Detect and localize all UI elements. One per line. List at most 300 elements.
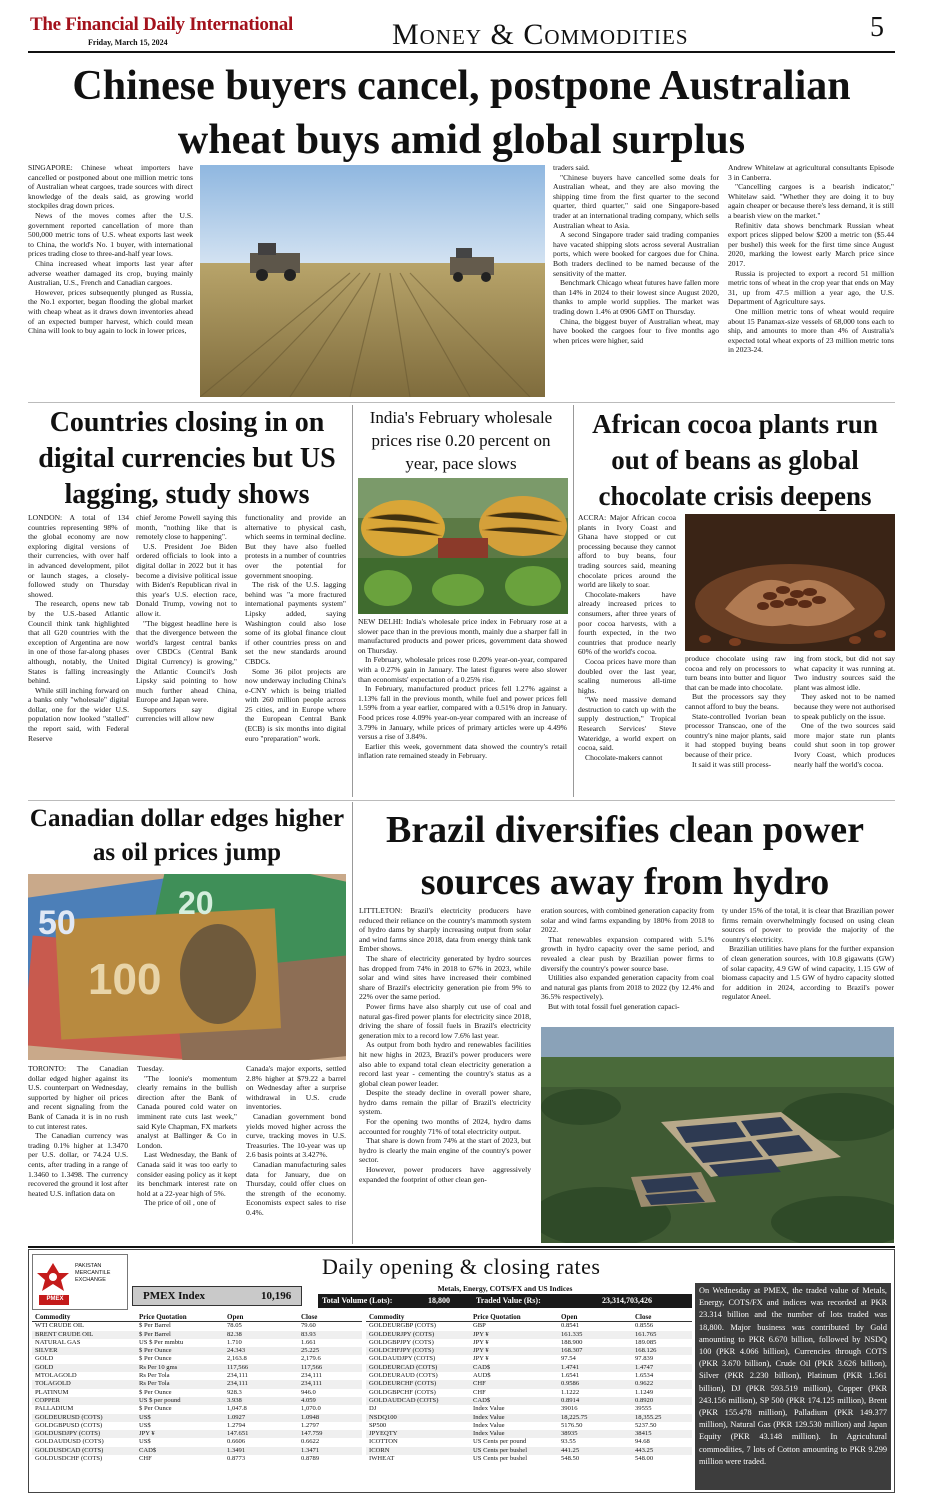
- pmex-logo-text: PAKISTAN MERCANTILE EXCHANGE: [75, 1263, 111, 1283]
- story6-column-3: [722, 906, 894, 1024]
- rates-row: [366, 1422, 692, 1430]
- newspaper-name: The Financial Daily International: [30, 14, 293, 35]
- story1-paragraph: Andrew Whitelaw at agricultural consultants Episode 3 in Canberra.: [728, 163, 894, 182]
- commodity-cell: GOLDUSDJPY (COTS): [32, 1430, 136, 1438]
- pmex-index-value: 10,196: [261, 1290, 292, 1302]
- column-divider: [352, 405, 353, 797]
- close-cell: 39555: [635, 1405, 652, 1413]
- story6-paragraph: ty under 15% of the total, it is clear that Brazilian power firms remain overwhelmingly focused on using clean sources of power to provide the majority of the country's electricity.: [722, 906, 894, 944]
- quotation-cell: JPY ¥: [470, 1331, 558, 1339]
- story2-column-1: [28, 513, 129, 795]
- quotation-cell: US $ Per mmbtu: [139, 1338, 184, 1346]
- open-cell: 82.38: [224, 1331, 298, 1339]
- story4-paragraph: They asked not to be named because they were not authorised to speak publicly on the issue.: [794, 692, 895, 721]
- open-cell: 0.8773: [227, 1455, 246, 1463]
- quotation-cell: JPY ¥: [473, 1338, 489, 1346]
- story1-headline-1: Chinese buyers cancel, postpone Australian: [72, 63, 851, 109]
- story3-paragraph: Earlier this week, government data showed the country's retail inflation rate remained steady in February.: [358, 741, 567, 761]
- story1-column-1: [28, 163, 193, 399]
- story4-column-1: [578, 513, 676, 797]
- commodity-cell: ICORN: [366, 1447, 470, 1455]
- commodity-cell: GOLDGBPUSD (COTS): [35, 1421, 103, 1429]
- quotation-cell: CHF: [473, 1388, 486, 1396]
- commodity-cell: COPPER: [32, 1397, 136, 1405]
- story5-paragraph: "The loonie's momentum clearly remains in the bullish direction after the Bank of Canada poured cold water on imminent rate cuts last week," said Kyle Chapman, FX markets analyst at Ballinger & Co in London.: [137, 1073, 237, 1150]
- story6-paragraph: Power firms have also sharply cut use of coal and natural gas-fired power plants for electricity since 2018, driving the share of fossil fuels in Brazil's electricity generation mix to a record low 7.6% last year.: [359, 1001, 531, 1040]
- commodity-cell: TOLAGOLD: [32, 1380, 136, 1388]
- rates-row: [32, 1455, 362, 1463]
- close-cell: 0.6622: [301, 1438, 320, 1446]
- story5-paragraph: The price of oil , one of: [144, 1198, 216, 1208]
- rates-row: [32, 1364, 362, 1372]
- volume-bar: [318, 1294, 692, 1308]
- open-cell: 0.8541: [561, 1322, 580, 1330]
- commodity-cell: GOLDEURUSD (COTS): [32, 1414, 136, 1422]
- story6-paragraph: But with total fossil fuel generation capaci-: [548, 1001, 680, 1011]
- masthead-rule: [28, 51, 895, 53]
- open-cell: 234,111: [227, 1372, 248, 1380]
- story2-column-2: [136, 513, 237, 795]
- quotation-cell: Index Value: [470, 1430, 558, 1438]
- story5-paragraph: Canada's major exports, settled 2.8% higher at $79.22 a barrel on Wednesday after a surprise withdrawal in U.S. crude inventories.: [246, 1064, 346, 1112]
- pmex-logo-abbr: PMEX: [46, 1296, 64, 1302]
- close-cell: 97.839: [635, 1355, 654, 1363]
- rates-row: [32, 1397, 362, 1405]
- quotation-cell: $ Per Ounce: [139, 1388, 172, 1396]
- column-divider: [573, 405, 574, 797]
- story4-column-3: [794, 654, 895, 797]
- page-number: 5: [870, 12, 884, 43]
- commodity-cell: NSDQ100: [366, 1414, 470, 1422]
- rates-row: [366, 1372, 692, 1380]
- open-cell: 161.335: [558, 1331, 632, 1339]
- story1-paragraph: China increased wheat imports last year after adverse weather damaged its crop, buying mainly Australian, U.S., French and Canadian cargoes.: [28, 258, 193, 288]
- rates-row: [32, 1414, 362, 1422]
- volume-label: Total Volume (Lots):: [322, 1296, 393, 1305]
- quotation-cell: CAD$: [470, 1364, 558, 1372]
- story1-paragraph: China, the biggest buyer of Australian wheat, may have booked the cargoes four to five months ago when prices were higher, said: [553, 316, 719, 345]
- col-header-quotation: Price Quotation: [136, 1313, 224, 1322]
- open-cell: 1.1222: [561, 1388, 580, 1396]
- close-cell: 189.085: [635, 1338, 657, 1346]
- quotation-cell: Index Value: [470, 1414, 558, 1422]
- open-cell: 234,111: [224, 1380, 298, 1388]
- story6-column-2: [541, 906, 714, 1024]
- story6-paragraph: However, power producers have aggressively expanded the footprint of other clean gen-: [359, 1165, 531, 1184]
- close-cell: 147.759: [298, 1430, 362, 1438]
- rates-row: [366, 1405, 692, 1413]
- story6-paragraph: That renewables expansion compared with 5.1% growth in hydro capacity over the same period, and revealed a clear push by Brazilian power firms to diversify the country's power source base.: [541, 934, 714, 973]
- story6-paragraph: eration sources, with combined generation capacity from solar and wind farms expanding by 180% from 2018 to 2022.: [541, 906, 714, 935]
- story1-column-3: [553, 163, 719, 399]
- open-cell: 1,047.8: [227, 1405, 247, 1413]
- story1-paragraph: Russia is projected to export a record 51 million metric tons of wheat in the crop year that ends on May 31, up from 47.5 million a year ago, the U.S. Department of Agriculture says.: [728, 268, 894, 307]
- rates-row: [366, 1414, 692, 1422]
- quotation-cell: Rs Per Tola: [139, 1372, 170, 1380]
- quotation-cell: JPY ¥: [470, 1347, 558, 1355]
- divider: [28, 402, 895, 403]
- story6-paragraph: For the opening two months of 2024, hydro dams accounted for roughly 71% of total electricity output.: [359, 1117, 531, 1136]
- commodity-cell: GOLDCHFJPY (COTS): [366, 1347, 470, 1355]
- rates-row: [32, 1405, 362, 1413]
- story6-paragraph: As output from both hydro and renewables facilities hit new highs in 2023, Brazil's power producers were also able to expand total clean electricity generation a record last year - cementing the country's status as a global clean power leader.: [359, 1040, 531, 1088]
- open-cell: 1.4741: [558, 1364, 632, 1372]
- quotation-cell: GBP: [473, 1322, 486, 1330]
- close-cell: 548.00: [635, 1455, 654, 1463]
- story6-paragraph: That share is down from 74% at the start of 2023, but hydro is clearly the main engine of the country's power sector.: [359, 1136, 531, 1165]
- commodity-cell: JPYEQTY: [366, 1430, 470, 1438]
- story4-paragraph: produce chocolate using raw cocoa and rely on processors to turn beans into butter and liquor that can be made into chocolate.: [685, 654, 786, 692]
- close-cell: 0.9622: [632, 1380, 692, 1388]
- quotation-cell: AUD$: [473, 1372, 491, 1380]
- quotation-cell: Index Value: [473, 1405, 505, 1413]
- rates-row: [366, 1355, 692, 1363]
- story2-paragraph: Some 36 pilot projects are now underway including China's e-CNY which is being trialled with 260 million people across 25 cities, and in Europe where the European Central Bank (ECB) is six months into digital euro "preparation" work.: [245, 666, 346, 743]
- close-cell: 38415: [632, 1430, 692, 1438]
- story5-paragraph: Last Wednesday, the Bank of Canada said it was too early to consider easing policy as it kept its benchmark interest rate on hold at a 22-year high of 5%.: [137, 1150, 237, 1198]
- col-header-close: Close: [632, 1313, 692, 1322]
- open-cell: 928.3: [227, 1388, 242, 1396]
- story1-paragraph: However, prices subsequently plunged as Russia, the No.1 exporter, began flooding the global market with cheap wheat as it draws down inventories ahead of an expected bumper harvest, which could mean China will look to buy again to lock in lower prices,: [28, 287, 193, 336]
- section-title: Money & Commodities: [392, 18, 689, 51]
- open-cell: 168.307: [558, 1347, 632, 1355]
- open-cell: 5176.50: [561, 1421, 583, 1429]
- story1-paragraph: Benchmark Chicago wheat futures have fallen more than 14% in 2024 to their lowest since August 2020, thanks to ample world supplies. The market was trading down 1.4% at 0906 GMT on Thursday.: [553, 278, 719, 316]
- close-cell: 1,070.0: [301, 1405, 321, 1413]
- close-cell: 1.4747: [632, 1364, 692, 1372]
- story1-paragraph: Refinitiv data shows benchmark Russian wheat export prices slipped below $200 a metric ton ($5.44 per bushel) this week for the first time since August 2020, marking the lowest early March price since 2017.: [728, 220, 894, 268]
- open-cell: 93.55: [561, 1438, 576, 1446]
- story2-paragraph: The risk of the U.S. lagging behind was "a more fractured international payments system" Lipsky added, saying Washington could also lose some of its global finance clout if other countries press on and set the new standards around CBDCs.: [245, 580, 346, 666]
- col-header-commodity: Commodity: [32, 1313, 136, 1322]
- story4-paragraph: It said it was still process-: [692, 759, 772, 769]
- issue-date: Friday, March 15, 2024: [88, 38, 168, 47]
- open-cell: 1.0927: [224, 1414, 298, 1422]
- rates-row: [366, 1322, 692, 1331]
- close-cell: 234,111: [298, 1380, 362, 1388]
- quotation-cell: US Cents per bushel: [470, 1447, 558, 1455]
- col-header-open: Open: [558, 1313, 632, 1322]
- open-cell: 97.54: [561, 1355, 576, 1363]
- commodity-cell: WTI CRUDE OIL: [35, 1322, 85, 1330]
- commodity-cell: DJ: [369, 1405, 377, 1413]
- rates-row: [32, 1347, 362, 1355]
- quotation-cell: JPY ¥: [473, 1355, 489, 1363]
- story2-paragraph: The research, opens new tab by the U.S.-based Atlantic Council think tank highlighted that all G20 countries with the exception of Argentina are now in one of those far-along phases although, notably, the United States is falling increasingly behind.: [28, 599, 129, 686]
- rates-row: [32, 1422, 362, 1430]
- commodity-cell: GOLDUSDCHF (COTS): [35, 1455, 103, 1463]
- rates-row: [32, 1372, 362, 1380]
- rates-row: [366, 1347, 692, 1355]
- cocoa-beans-photo: [685, 514, 895, 651]
- story6-paragraph: Despite the steady decline in overall power share, hydro dams remain the pillar of Brazil's electricity system.: [359, 1088, 531, 1117]
- rates-row: [366, 1455, 692, 1463]
- open-cell: 0.8914: [558, 1397, 632, 1405]
- commodity-cell: MTOLAGOLD: [35, 1372, 77, 1380]
- story3-paragraph: In February, wholesale prices rose 0.20% year-on-year, compared with a 0.27% gain in January. The latest figures were also slower than economists' expectation of a 0.25% rise.: [358, 655, 567, 684]
- story5-column-1: [28, 1064, 128, 1242]
- divider: [28, 800, 895, 801]
- open-cell: 188.900: [561, 1338, 583, 1346]
- close-cell: 443.25: [632, 1447, 692, 1455]
- commodity-cell: ICOTTON: [369, 1438, 398, 1446]
- commodity-cell: SILVER: [32, 1347, 136, 1355]
- quotation-cell: US Cents per pound: [473, 1438, 527, 1446]
- quotation-cell: CHF: [470, 1380, 558, 1388]
- section-rule: [28, 1246, 895, 1248]
- story5-paragraph: Canadian government bond yields moved higher across the curve, tracking moves in U.S. Treasuries. The 10-year was up 2.6 basis points at 3.427%.: [246, 1111, 346, 1160]
- open-cell: 117,566: [224, 1364, 298, 1372]
- rates-row: [366, 1389, 692, 1397]
- quotation-cell: $ Per Ounce: [139, 1405, 172, 1413]
- pmex-logo: [32, 1254, 128, 1310]
- rates-title: Daily opening & closing rates: [322, 1254, 601, 1279]
- trading-summary: On Wednesday at PMEX, the traded value of Metals, Energy, COTS/FX and indices was recorded at PKR 23.314 billion and the number of lots traded was 18,800. Major business was contributed by Gold amounting to PKR 6.670 billion, followed by NSDQ 100 (PKR 4.066 billion), Currencies through COTS (PKR 3.670 billion), Crude Oil (PKR 3.626 billion), Silver (PKR 2.230 billion), Platinum (PKR 1.561 billion), DJ (PKR 593.519 million), Copper (PKR 243.156 million), SP 500 (PKR 174.125 million), Brent (PKR 155.478 million), Palladium (PKR 149.377 million), Natural Gas (PKR 129.530 million) and Japan Equity (PKR 43.148 million). In Agricultural commodities, 7 lots of Cotton amounting to PKR 9.299 million were traded.: [699, 1286, 887, 1466]
- volume-value: 18,800: [428, 1296, 450, 1305]
- story6-headline-2: sources away from hydro: [420, 861, 830, 903]
- col-header-close: Close: [298, 1313, 362, 1322]
- open-cell: 1.3491: [224, 1447, 298, 1455]
- open-cell: 2,163.8: [227, 1355, 247, 1363]
- close-cell: 1.1249: [635, 1388, 654, 1396]
- close-cell: 234,111: [301, 1372, 322, 1380]
- quotation-cell: Rs Per 10 gms: [136, 1364, 224, 1372]
- close-cell: 0.8789: [301, 1455, 320, 1463]
- svg-text:20: 20: [178, 885, 214, 921]
- close-cell: 1.661: [301, 1338, 316, 1346]
- story4-paragraph: "We need massive demand destruction to catch up with the supply destruction," Tropical Research Services' Steve Wateridge, a world expert on cocoa, said.: [578, 695, 676, 753]
- story2-column-3: [245, 513, 346, 795]
- close-cell: 79.60: [301, 1322, 316, 1330]
- open-cell: 39016: [561, 1405, 578, 1413]
- story4-paragraph: But the processors say they cannot afford to buy the beans.: [685, 692, 786, 711]
- story6-headline-1: Brazil diversifies clean power: [385, 809, 865, 851]
- close-cell: 1.3471: [298, 1447, 362, 1455]
- open-cell: 1.710: [227, 1338, 242, 1346]
- story2-paragraph: chief Jerome Powell saying this month, "nothing like that is remotely close to happening".: [136, 513, 237, 542]
- rates-row: [32, 1389, 362, 1397]
- close-cell: 4.059: [298, 1397, 362, 1405]
- story1-paragraph: News of the moves comes after the U.S. government reported cancellation of more than 500,000 metric tons of U.S. wheat exports last week to China, the world's No. 1 buyer, with international prices trading close to three-and-half year lows.: [28, 210, 193, 259]
- commodity-cell: BRENT CRUDE OIL: [32, 1331, 136, 1339]
- pmex-index-label: PMEX Index: [143, 1290, 206, 1302]
- open-cell: 3.938: [224, 1397, 298, 1405]
- rates-row: [32, 1430, 362, 1438]
- story1-paragraph: A second Singapore trader said trading companies have vacated shipping slots across several Australian ports, which were booked for cargoes due for China. Both traders declined to be named because of the sensitivity of the matter.: [553, 230, 719, 278]
- vegetable-market-photo: [358, 478, 568, 614]
- story6-paragraph: Utilities also expanded generation capacity from coal and natural gas plants from 2018 to 2022 (by 12.4% and 36.5% respectively).: [541, 973, 714, 1002]
- rates-right-body: [366, 1322, 692, 1464]
- svg-text:50: 50: [38, 904, 76, 942]
- col-header-open: Open: [224, 1313, 298, 1322]
- open-cell: 24.343: [224, 1347, 298, 1355]
- story1-column-4: [728, 163, 894, 399]
- story6-paragraph: LITTLETON: Brazil's electricity producers have reduced their reliance on the country's mammoth system of hydro dams by sharply increasing output from solar and wind farms since 2018, data from energy think tank Ember shows.: [359, 906, 531, 954]
- quotation-cell: Rs Per Tola: [136, 1380, 224, 1388]
- commodity-cell: GOLDEURJPY (COTS): [366, 1331, 470, 1339]
- story6-paragraph: Brazilian utilities have plans for the further expansion of clean generation sources, with 10.8 gigawatts (GW) of solar capacity, 4.9 GW of wind capacity, 1.15 GW of biomass capacity and 1.5 GW of hydro capacity slotted for addition in 2024, according to Brazil's power regulator Aneel.: [722, 944, 894, 1002]
- story4-paragraph: Chocolate-makers cannot: [585, 752, 663, 762]
- rates-row: [366, 1430, 692, 1438]
- story5-paragraph: TORONTO: The Canadian dollar edged higher against its U.S. counterpart on Wednesday, supported by higher oil prices and recent signaling from the Bank of Canada it is in no rush to cut interest rates.: [28, 1064, 128, 1131]
- quotation-cell: CHF: [139, 1455, 152, 1463]
- rates-row: [32, 1380, 362, 1388]
- story5-headline: Canadian dollar edges higher as oil prices jump: [29, 805, 345, 866]
- story2-paragraph: LONDON: A total of 134 countries representing 98% of the global economy are now exploring digital versions of their currencies, with over half in advanced development, pilot or launch stages, a closely-followed study on Thursday showed.: [28, 513, 129, 599]
- commodity-cell: NATURAL GAS: [35, 1338, 81, 1346]
- close-cell: 0.8920: [632, 1397, 692, 1405]
- close-cell: 1.0948: [298, 1414, 362, 1422]
- commodity-cell: IWHEAT: [369, 1455, 395, 1463]
- trading-summary-box: [695, 1283, 891, 1490]
- rates-left-body: [32, 1322, 362, 1464]
- quotation-cell: US Cents per bushel: [473, 1455, 528, 1463]
- story5-paragraph: Tuesday.: [137, 1064, 164, 1073]
- rates-row: [32, 1322, 362, 1331]
- open-cell: 1.6541: [561, 1372, 580, 1380]
- commodity-cell: GOLD: [35, 1355, 54, 1363]
- open-cell: 0.6606: [227, 1438, 246, 1446]
- col-header-commodity: Commodity: [366, 1313, 470, 1322]
- commodity-cell: GOLDGBPJPY (COTS): [369, 1338, 434, 1346]
- rates-row: [32, 1355, 362, 1363]
- commodity-cell: GOLDEURCHF (COTS): [366, 1380, 470, 1388]
- commodity-cell: GOLDAUDCAD (COTS): [366, 1397, 470, 1405]
- rates-row: [32, 1331, 362, 1339]
- close-cell: 25.225: [298, 1347, 362, 1355]
- rates-row: [366, 1339, 692, 1347]
- open-cell: 548.50: [561, 1455, 580, 1463]
- story6-paragraph: The share of electricity generated by hydro sources has dropped from 74% in 2018 to 67% in 2023, while solar and wind sites have increased their combined share of Brazil's electricity generation pie from 9% to 22% over the same period.: [359, 953, 531, 1002]
- story1-paragraph: SINGAPORE: Chinese wheat importers have cancelled or postponed about one million metric tons of Australian wheat cargoes, trade sources with direct knowledge of the deals said, as growing world stockpiles drag down prices.: [28, 163, 193, 211]
- rates-row: [366, 1331, 692, 1339]
- close-cell: 1.6534: [635, 1372, 654, 1380]
- rates-row: [32, 1438, 362, 1446]
- quotation-cell: Index Value: [473, 1421, 505, 1429]
- metals-title: Metals, Energy, COTS/FX and US Indices: [437, 1284, 573, 1293]
- quotation-cell: CAD$: [470, 1397, 558, 1405]
- story2-paragraph: functionality and provide an alternative to physical cash, which seems in terminal decline. But they have also fuelled protests in a number of countries over the potential for government snooping.: [245, 513, 346, 580]
- svg-text:100: 100: [88, 955, 162, 1004]
- story4-paragraph: Cocoa prices have more than doubled over the last year, scaling numerous all-time highs.: [578, 656, 676, 695]
- commodity-cell: GOLDAUDUSD (COTS): [35, 1438, 104, 1446]
- close-cell: 5237.50: [635, 1421, 657, 1429]
- solar-farm-photo: [541, 1027, 894, 1243]
- close-cell: 83.93: [298, 1331, 362, 1339]
- story4-paragraph: ACCRA: Major African cocoa plants in Ivory Coast and Ghana have stopped or cut processing because they cannot afford to buy beans, four trading sources said, meaning chocolate prices around the world are likely to soar.: [578, 513, 676, 590]
- story5-paragraph: Canadian manufacturing sales data for January, due on Thursday, could offer clues on the strength of the economy. Economists expect sales to rise 0.4%.: [246, 1159, 346, 1217]
- story3-headline: India's February wholesale prices rise 0.20 percent on year, pace slows: [369, 408, 553, 473]
- close-cell: 946.0: [301, 1388, 316, 1396]
- rates-row: [366, 1364, 692, 1372]
- story1-paragraph: One million metric tons of wheat would require about 15 Panamax-size vessels of 68,000 tons each to ship, and amounts to more than 4% of Australia's expected total wheat exports of 23 million metric tons in 2023-24.: [728, 306, 894, 355]
- open-cell: 0.9586: [558, 1380, 632, 1388]
- commodity-cell: GOLDEURAUD (COTS): [369, 1372, 438, 1380]
- close-cell: 161.765: [632, 1331, 692, 1339]
- commodity-cell: PALLADIUM: [35, 1405, 74, 1413]
- open-cell: 147.651: [224, 1430, 298, 1438]
- quotation-cell: US$: [139, 1421, 151, 1429]
- traded-value: 23,314,703,426: [602, 1296, 652, 1305]
- close-cell: 168.126: [632, 1347, 692, 1355]
- quotation-cell: JPY ¥: [136, 1430, 224, 1438]
- quotation-cell: $ Per Ounce: [139, 1355, 172, 1363]
- close-cell: 117,566: [298, 1364, 362, 1372]
- open-cell: 441.25: [558, 1447, 632, 1455]
- story4-paragraph: Chocolate-makers have already increased prices to consumers, after three years of poor cocoa harvests, with a fourth expected, in the two countries that produce nearly 60% of the world's cocoa.: [578, 589, 676, 657]
- close-cell: 18,355.25: [632, 1414, 692, 1422]
- open-cell: 78.05: [227, 1322, 242, 1330]
- commodity-cell: GOLD: [32, 1364, 136, 1372]
- commodity-cell: GOLDEURCAD (COTS): [366, 1364, 470, 1372]
- rates-row: [366, 1380, 692, 1388]
- commodity-cell: SP500: [369, 1421, 387, 1429]
- pmex-index-box: [132, 1286, 302, 1306]
- story4-paragraph: ing from stock, but did not say what capacity it was running at. Two industry sources said the plant was almost idle.: [794, 654, 895, 692]
- rates-row: [366, 1397, 692, 1405]
- quotation-cell: $ Per Barrel: [136, 1331, 224, 1339]
- story2-paragraph: Supporters say digital currencies will allow new: [136, 704, 237, 724]
- commodity-cell: PLATINUM: [35, 1388, 69, 1396]
- traded-label: Traded Value (Rs):: [476, 1296, 541, 1305]
- story3-paragraph: NEW DELHI: India's wholesale price index in February rose at a slower pace than in the previous month, mainly due a sharper fall in manufactured products and power prices, government data showed on Thursday.: [358, 617, 567, 655]
- quotation-cell: US$: [136, 1414, 224, 1422]
- rates-table-right: [366, 1313, 692, 1463]
- quotation-cell: $ Per Barrel: [139, 1322, 171, 1330]
- commodity-cell: GOLDAUDJPY (COTS): [369, 1355, 436, 1363]
- rates-row: [32, 1447, 362, 1455]
- story1-headline-2: wheat buys amid global surplus: [177, 117, 746, 163]
- quotation-cell: US$: [139, 1438, 151, 1446]
- rates-table-left: [32, 1313, 362, 1463]
- story6-column-1: [359, 906, 531, 1242]
- quotation-cell: CAD$: [136, 1447, 224, 1455]
- col-header-quotation: Price Quotation: [470, 1313, 558, 1322]
- story4-headline: African cocoa plants run out of beans as global chocolate crisis deepens: [592, 409, 878, 511]
- rates-row: [366, 1438, 692, 1446]
- wheat-harvest-photo: [200, 165, 545, 397]
- story3-body: [358, 617, 567, 797]
- quotation-cell: $ Per Ounce: [136, 1347, 224, 1355]
- commodity-cell: GOLDUSDCAD (COTS): [32, 1447, 136, 1455]
- commodity-cell: GOLDGBPCHF (COTS): [369, 1388, 436, 1396]
- close-cell: 0.8556: [635, 1322, 654, 1330]
- close-cell: 2,179.6: [301, 1355, 321, 1363]
- story2-paragraph: While still inching forward on a banks only "wholesale" digital dollar, one for the wider U.S. population now looked "stalled" the report said, with Federal Reserve: [28, 685, 129, 743]
- open-cell: 18,225.75: [558, 1414, 632, 1422]
- story2-headline: Countries closing in on digital currencies but US lagging, study shows: [38, 407, 336, 510]
- quotation-cell: US $ per pound: [136, 1397, 224, 1405]
- close-cell: 1.2797: [301, 1421, 320, 1429]
- story4-paragraph: State-controlled Ivorian bean processor Transcao, one of the country's nine major plants, said it had stopped buying beans because of their price.: [685, 711, 786, 759]
- story4-paragraph: One of the two sources said more major state run plants could shut soon in top grower Ivory Coast, which produces nearly half the world's cocoa.: [794, 721, 895, 769]
- story5-paragraph: The Canadian currency was trading 0.1% higher at 1.3470 per U.S. dollar, or 74.24 U.S. cents, after trading in a range of 1.3460 to 1.3498. The currency recovered the ground it lost after heated U.S. inflation data on: [28, 1131, 128, 1198]
- rates-row: [366, 1447, 692, 1455]
- column-divider: [352, 802, 353, 1244]
- canadian-banknotes-photo: [28, 874, 346, 1060]
- story2-paragraph: "The biggest headline here is that the divergence between the world's largest central banks over CBDCs (Central Bank Digital Currency) is growing," the Atlantic Council's Josh Lipsky said pointing to how much further ahead China, Europe and Japan were.: [136, 618, 237, 705]
- story1-paragraph: "Chinese buyers have cancelled some deals for Australian wheat, and they are also moving the shipping time from the first quarter to the second quarter, third quarter," said one Singapore-based trader at an international trading company, which sells Australian wheat to Asia.: [553, 172, 719, 230]
- close-cell: 94.68: [635, 1438, 650, 1446]
- story3-paragraph: In February, manufactured product prices fell 1.27% against a 1.13% fall in the previous month, while fuel and power prices fell 1.59% from a year earlier, compared with a 0.51% drop in January. Food prices rose 4.09% year-on-year compared with an increase of 3.79% in January, while prices of primary articles were up 4.49% versus a rise of 3.84%.: [358, 684, 567, 742]
- open-cell: 1.2794: [227, 1421, 246, 1429]
- rates-row: [32, 1339, 362, 1347]
- story1-paragraph: "Cancelling cargoes is a bearish indicator," Whitelaw said. "Whether they are doing it to buy again cheaper or because there's less demand, it is still a bearish view on the market.": [728, 182, 894, 220]
- commodity-cell: GOLDEURGBP (COTS): [369, 1322, 436, 1330]
- open-cell: 38935: [558, 1430, 632, 1438]
- story5-column-3: [246, 1064, 346, 1242]
- story2-paragraph: U.S. President Joe Biden ordered officials to look into a digital dollar in 2022 but it has become a divisive political issue with Biden's Republican rival in this year's U.S. election race, Donald Trump, vowing not to allow it.: [136, 541, 237, 618]
